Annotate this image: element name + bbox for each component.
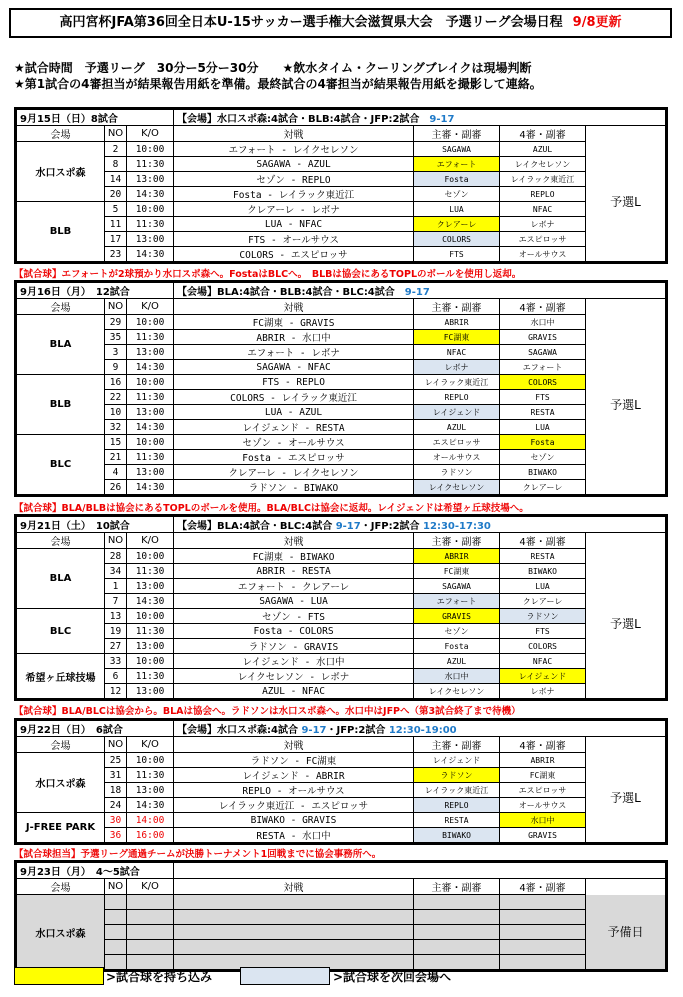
- kickoff: 11:30: [127, 768, 174, 783]
- fourth-ref-cell: Fosta: [500, 435, 586, 450]
- match-no: 14: [105, 172, 127, 187]
- kickoff: 14:30: [127, 187, 174, 202]
- match-cell: FTS - オールサウス: [174, 232, 414, 247]
- day-date: 9月23日（月） 4～5試合: [17, 863, 174, 879]
- fourth-ref-cell: BIWAKO: [500, 564, 586, 579]
- match-cell: LUA - NFAC: [174, 217, 414, 232]
- legend-blue-swatch: [240, 967, 330, 985]
- ball-note: 【試合球担当】予選リーグ通過チームが決勝トーナメント1回戦までに協会事務所へ。: [14, 849, 382, 860]
- kickoff: 10:00: [127, 609, 174, 624]
- title-text: 高円宮杯JFA第36回全日本U-15サッカー選手権大会滋賀県大会 予選リーグ会場日程: [59, 15, 563, 30]
- referee-cell: REPLO: [414, 798, 500, 813]
- match-no: 11: [105, 217, 127, 232]
- col-ref4: 4審・副審: [500, 299, 586, 315]
- kickoff: 11:30: [127, 390, 174, 405]
- day-date: 9月22日（日） 6試合: [17, 721, 174, 737]
- stage-cell: 予選L: [586, 549, 666, 699]
- kickoff: 13:00: [127, 172, 174, 187]
- referee-cell: AZUL: [414, 654, 500, 669]
- match-no: 35: [105, 330, 127, 345]
- referee-cell: レイラック東近江: [414, 783, 500, 798]
- match-cell: クレアーレ - レボナ: [174, 202, 414, 217]
- notes: [14, 60, 542, 92]
- fourth-ref-cell: クレアーレ: [500, 594, 586, 609]
- col-ko: K/O: [127, 299, 174, 315]
- ball-note: 【試合球】BLA/BLCは協会から。BLAは協会へ。ラドソンは水口スポ森へ。水口中はJFPへ（第3試合終了まで待機）: [14, 706, 521, 717]
- fourth-ref-cell: 水口中: [500, 315, 586, 330]
- table-row: [17, 217, 666, 232]
- col-ko: K/O: [127, 533, 174, 549]
- table-row: [17, 172, 666, 187]
- match-cell: レイジェンド - 水口中: [174, 654, 414, 669]
- fourth-ref-cell: レイラック東近江: [500, 172, 586, 187]
- table-row: [17, 202, 666, 217]
- referee-cell: REPLO: [414, 390, 500, 405]
- match-no: 8: [105, 157, 127, 172]
- venue-cell: BLB: [17, 202, 105, 262]
- day-venue-info: [174, 863, 666, 879]
- match-cell: レイクセレソン - レボナ: [174, 669, 414, 684]
- col-ref4: 4審・副審: [500, 879, 586, 895]
- kickoff: 11:30: [127, 157, 174, 172]
- match-cell: SAGAWA - LUA: [174, 594, 414, 609]
- legend-yellow-swatch: [14, 967, 104, 985]
- kickoff: 13:00: [127, 579, 174, 594]
- kickoff: 16:00: [127, 828, 174, 843]
- match-no: 34: [105, 564, 127, 579]
- match-no: 16: [105, 375, 127, 390]
- referee-cell: セゾン: [414, 187, 500, 202]
- referee-cell: エスピロッサ: [414, 435, 500, 450]
- match-cell: ABRIR - RESTA: [174, 564, 414, 579]
- col-venue: 会場: [17, 737, 105, 753]
- stage-cell: 予選L: [586, 315, 666, 495]
- match-cell: エフォート - レボナ: [174, 345, 414, 360]
- referee-cell: セゾン: [414, 624, 500, 639]
- table-row: [17, 420, 666, 435]
- match-cell: エフォート - クレアーレ: [174, 579, 414, 594]
- table-row: [17, 783, 666, 798]
- fourth-ref-cell: レボナ: [500, 684, 586, 699]
- match-no: 22: [105, 390, 127, 405]
- kickoff: 10:00: [127, 375, 174, 390]
- table-row: [17, 480, 666, 495]
- fourth-ref-cell: FTS: [500, 624, 586, 639]
- match-no: 31: [105, 768, 127, 783]
- col-venue: 会場: [17, 299, 105, 315]
- referee-cell: レイジェンド: [414, 405, 500, 420]
- col-venue: 会場: [17, 533, 105, 549]
- kickoff: 10:00: [127, 435, 174, 450]
- match-no: 25: [105, 753, 127, 768]
- day-section: [14, 514, 668, 701]
- fourth-ref-cell: クレアーレ: [500, 480, 586, 495]
- table-row: [17, 768, 666, 783]
- kickoff: 11:30: [127, 624, 174, 639]
- fourth-ref-cell: セゾン: [500, 450, 586, 465]
- match-cell: LUA - AZUL: [174, 405, 414, 420]
- venue-cell: 希望ヶ丘球技場: [17, 654, 105, 699]
- match-cell: ラドソン - FC湖東: [174, 753, 414, 768]
- referee-cell: FC湖東: [414, 330, 500, 345]
- fourth-ref-cell: エスピロッサ: [500, 783, 586, 798]
- table-row: [17, 639, 666, 654]
- fourth-ref-cell: エスピロッサ: [500, 232, 586, 247]
- table-row: [17, 345, 666, 360]
- col-ko: K/O: [127, 737, 174, 753]
- fourth-ref-cell: COLORS: [500, 375, 586, 390]
- referee-cell: Fosta: [414, 172, 500, 187]
- col-side: [586, 299, 666, 315]
- kickoff: 13:00: [127, 639, 174, 654]
- match-no: 27: [105, 639, 127, 654]
- fourth-ref-cell: AZUL: [500, 142, 586, 157]
- col-no: NO: [105, 533, 127, 549]
- match-cell: セゾン - REPLO: [174, 172, 414, 187]
- col-ko: K/O: [127, 126, 174, 142]
- ball-note: 【試合球】BLA/BLBは協会にあるTOPLのボールを使用。BLA/BLCは協会に返却。レイジェンドは希望ヶ丘球技場へ。: [14, 503, 529, 514]
- venue-cell: 水口スポ森: [17, 142, 105, 202]
- referee-cell: レイラック東近江: [414, 375, 500, 390]
- kickoff: 14:30: [127, 420, 174, 435]
- referee-cell: GRAVIS: [414, 609, 500, 624]
- day-section: [14, 107, 668, 264]
- match-cell: エフォート - レイクセレソン: [174, 142, 414, 157]
- match-no: 10: [105, 405, 127, 420]
- table-row: [17, 684, 666, 699]
- col-match: 対戦: [174, 126, 414, 142]
- table-row: [17, 187, 666, 202]
- match-no: 13: [105, 609, 127, 624]
- match-cell: BIWAKO - GRAVIS: [174, 813, 414, 828]
- match-no: 33: [105, 654, 127, 669]
- match-no: 5: [105, 202, 127, 217]
- referee-cell: ラドソン: [414, 768, 500, 783]
- referee-cell: AZUL: [414, 420, 500, 435]
- match-cell: RESTA - 水口中: [174, 828, 414, 843]
- kickoff: 10:00: [127, 315, 174, 330]
- match-cell: セゾン - オールサウス: [174, 435, 414, 450]
- match-cell: レイジェンド - RESTA: [174, 420, 414, 435]
- match-no: 12: [105, 684, 127, 699]
- col-no: NO: [105, 299, 127, 315]
- referee-cell: レイジェンド: [414, 753, 500, 768]
- referee-cell: レイクセレソン: [414, 480, 500, 495]
- kickoff: 11:30: [127, 450, 174, 465]
- table-row: [17, 654, 666, 669]
- venue-cell: J-FREE PARK: [17, 813, 105, 843]
- fourth-ref-cell: FC湖東: [500, 768, 586, 783]
- table-row: [17, 247, 666, 262]
- match-cell: SAGAWA - NFAC: [174, 360, 414, 375]
- table-row: [17, 390, 666, 405]
- kickoff: 11:30: [127, 330, 174, 345]
- match-cell: SAGAWA - AZUL: [174, 157, 414, 172]
- updated-label: 9/8更新: [572, 15, 622, 30]
- match-cell: FC湖東 - GRAVIS: [174, 315, 414, 330]
- match-no: 1: [105, 579, 127, 594]
- kickoff: 10:00: [127, 654, 174, 669]
- col-venue: 会場: [17, 879, 105, 895]
- kickoff: 13:00: [127, 345, 174, 360]
- col-ref1: 主審・副審: [414, 737, 500, 753]
- table-row: [17, 232, 666, 247]
- match-no: 24: [105, 798, 127, 813]
- col-ref4: 4審・副審: [500, 533, 586, 549]
- col-no: NO: [105, 126, 127, 142]
- col-ko: K/O: [127, 879, 174, 895]
- fourth-ref-cell: エフォート: [500, 360, 586, 375]
- day-venue-info: 【会場】BLA:4試合・BLC:4試合 9-17・JFP:2試合 12:30-17:30: [174, 517, 666, 533]
- col-side: [586, 879, 666, 895]
- kickoff: 13:00: [127, 684, 174, 699]
- match-cell: レイジェンド - ABRIR: [174, 768, 414, 783]
- referee-cell: レボナ: [414, 360, 500, 375]
- match-cell: セゾン - FTS: [174, 609, 414, 624]
- fourth-ref-cell: COLORS: [500, 639, 586, 654]
- fourth-ref-cell: FTS: [500, 390, 586, 405]
- venue-cell: BLA: [17, 549, 105, 609]
- table-row: [17, 405, 666, 420]
- col-side: [586, 126, 666, 142]
- table-row: [17, 624, 666, 639]
- day-date: 9月21日（土） 10試合: [17, 517, 174, 533]
- col-ref4: 4審・副審: [500, 737, 586, 753]
- fourth-ref-cell: LUA: [500, 579, 586, 594]
- referee-cell: オールサウス: [414, 450, 500, 465]
- match-cell: COLORS - レイラック東近江: [174, 390, 414, 405]
- col-ref4: 4審・副審: [500, 126, 586, 142]
- day-venue-info: 【会場】BLA:4試合・BLB:4試合・BLC:4試合 9-17: [174, 283, 666, 299]
- kickoff: 11:30: [127, 217, 174, 232]
- col-match: 対戦: [174, 299, 414, 315]
- referee-cell: COLORS: [414, 232, 500, 247]
- venue-cell: BLC: [17, 609, 105, 654]
- kickoff: 10:00: [127, 142, 174, 157]
- col-no: NO: [105, 879, 127, 895]
- note-line: ★試合時間 予選リーグ 30分ー5分ー30分 ★飲水タイム・クーリングブレイクは現場判断: [14, 61, 532, 75]
- venue-cell: 水口スポ森: [17, 753, 105, 813]
- referee-cell: Fosta: [414, 639, 500, 654]
- table-row: [17, 330, 666, 345]
- referee-cell: FTS: [414, 247, 500, 262]
- kickoff: 13:00: [127, 783, 174, 798]
- table-row: [17, 549, 666, 564]
- match-no: 7: [105, 594, 127, 609]
- kickoff: 11:30: [127, 669, 174, 684]
- venue-cell: BLB: [17, 375, 105, 435]
- ball-note: 【試合球】エフォートが2球預かり水口スポ森へ。FostaはBLCへ。 BLBは協会にあるTOPLのボールを使用し返却。: [14, 269, 522, 280]
- referee-cell: NFAC: [414, 345, 500, 360]
- stage-cell: 予選L: [586, 753, 666, 843]
- match-no: 20: [105, 187, 127, 202]
- referee-cell: クレアーレ: [414, 217, 500, 232]
- match-no: 19: [105, 624, 127, 639]
- note-line: ★第1試合の4審担当が結果報告用紙を準備。最終試合の4審担当が結果報告用紙を撮影して連絡。: [14, 77, 542, 91]
- match-cell: ラドソン - BIWAKO: [174, 480, 414, 495]
- kickoff: 11:30: [127, 564, 174, 579]
- referee-cell: SAGAWA: [414, 142, 500, 157]
- match-cell: Fosta - レイラック東近江: [174, 187, 414, 202]
- fourth-ref-cell: オールサウス: [500, 247, 586, 262]
- table-row: [17, 828, 666, 843]
- kickoff: 10:00: [127, 753, 174, 768]
- kickoff: 14:30: [127, 480, 174, 495]
- match-cell: クレアーレ - レイクセレソン: [174, 465, 414, 480]
- fourth-ref-cell: RESTA: [500, 405, 586, 420]
- match-no: 3: [105, 345, 127, 360]
- match-no: 23: [105, 247, 127, 262]
- legend-blue-label: >試合球を次回会場へ: [333, 970, 452, 984]
- fourth-ref-cell: 水口中: [500, 813, 586, 828]
- match-no: 32: [105, 420, 127, 435]
- referee-cell: レイクセレソン: [414, 684, 500, 699]
- col-venue: 会場: [17, 126, 105, 142]
- fourth-ref-cell: レイクセレソン: [500, 157, 586, 172]
- table-row: [17, 315, 666, 330]
- referee-cell: ABRIR: [414, 549, 500, 564]
- fourth-ref-cell: BIWAKO: [500, 465, 586, 480]
- kickoff: 13:00: [127, 465, 174, 480]
- day-date: 9月16日（月） 12試合: [17, 283, 174, 299]
- match-no: 36: [105, 828, 127, 843]
- match-no: 17: [105, 232, 127, 247]
- fourth-ref-cell: GRAVIS: [500, 330, 586, 345]
- match-no: 29: [105, 315, 127, 330]
- table-row: [17, 813, 666, 828]
- day-date: 9月15日（日）8試合: [17, 110, 174, 126]
- page-title: [9, 8, 672, 38]
- match-cell: FC湖東 - BIWAKO: [174, 549, 414, 564]
- fourth-ref-cell: オールサウス: [500, 798, 586, 813]
- match-cell: ラドソン - GRAVIS: [174, 639, 414, 654]
- day-section: [14, 280, 668, 497]
- col-side: [586, 737, 666, 753]
- col-match: 対戦: [174, 533, 414, 549]
- match-cell: ABRIR - 水口中: [174, 330, 414, 345]
- kickoff: 10:00: [127, 549, 174, 564]
- day-venue-info: 【会場】水口スポ森:4試合 9-17・JFP:2試合 12:30-19:00: [174, 721, 666, 737]
- referee-cell: ABRIR: [414, 315, 500, 330]
- fourth-ref-cell: SAGAWA: [500, 345, 586, 360]
- match-cell: Fosta - COLORS: [174, 624, 414, 639]
- kickoff: 14:30: [127, 247, 174, 262]
- day-section-reserve: [14, 860, 668, 972]
- table-row: [17, 375, 666, 390]
- referee-cell: エフォート: [414, 594, 500, 609]
- table-row: [17, 594, 666, 609]
- col-ref1: 主審・副審: [414, 533, 500, 549]
- match-no: 21: [105, 450, 127, 465]
- kickoff: 14:30: [127, 360, 174, 375]
- fourth-ref-cell: NFAC: [500, 202, 586, 217]
- referee-cell: SAGAWA: [414, 579, 500, 594]
- fourth-ref-cell: ABRIR: [500, 753, 586, 768]
- match-cell: Fosta - エスピロッサ: [174, 450, 414, 465]
- venue-cell: 水口スポ森: [17, 895, 105, 970]
- fourth-ref-cell: レイジェンド: [500, 669, 586, 684]
- col-no: NO: [105, 737, 127, 753]
- table-row: [17, 753, 666, 768]
- match-no: 2: [105, 142, 127, 157]
- col-match: 対戦: [174, 879, 414, 895]
- kickoff: 10:00: [127, 202, 174, 217]
- fourth-ref-cell: RESTA: [500, 549, 586, 564]
- legend-yellow-label: >試合球を持ち込み: [106, 970, 213, 984]
- table-row: [17, 142, 666, 157]
- match-no: 18: [105, 783, 127, 798]
- col-ref1: 主審・副審: [414, 299, 500, 315]
- stage-cell: 予選L: [586, 142, 666, 262]
- kickoff: 14:00: [127, 813, 174, 828]
- col-ref1: 主審・副審: [414, 126, 500, 142]
- table-row: [17, 435, 666, 450]
- fourth-ref-cell: ラドソン: [500, 609, 586, 624]
- match-cell: FTS - REPLO: [174, 375, 414, 390]
- match-no: 30: [105, 813, 127, 828]
- fourth-ref-cell: レボナ: [500, 217, 586, 232]
- fourth-ref-cell: REPLO: [500, 187, 586, 202]
- match-no: 15: [105, 435, 127, 450]
- match-no: 6: [105, 669, 127, 684]
- referee-cell: LUA: [414, 202, 500, 217]
- referee-cell: エフォート: [414, 157, 500, 172]
- kickoff: 14:30: [127, 798, 174, 813]
- table-row: [17, 798, 666, 813]
- col-ref1: 主審・副審: [414, 879, 500, 895]
- referee-cell: RESTA: [414, 813, 500, 828]
- match-no: 9: [105, 360, 127, 375]
- match-cell: レイラック東近江 - エスピロッサ: [174, 798, 414, 813]
- col-match: 対戦: [174, 737, 414, 753]
- venue-cell: BLA: [17, 315, 105, 375]
- referee-cell: BIWAKO: [414, 828, 500, 843]
- day-venue-info: 【会場】水口スポ森:4試合・BLB:4試合・JFP:2試合 9-17: [174, 110, 666, 126]
- venue-cell: BLC: [17, 435, 105, 495]
- kickoff: 13:00: [127, 405, 174, 420]
- referee-cell: ラドソン: [414, 465, 500, 480]
- table-row: [17, 564, 666, 579]
- kickoff: 13:00: [127, 232, 174, 247]
- table-row: [17, 579, 666, 594]
- referee-cell: 水口中: [414, 669, 500, 684]
- col-side: [586, 533, 666, 549]
- table-row: [17, 157, 666, 172]
- referee-cell: FC湖東: [414, 564, 500, 579]
- match-no: 4: [105, 465, 127, 480]
- match-no: 26: [105, 480, 127, 495]
- table-row: [17, 360, 666, 375]
- match-cell: REPLO - オールサウス: [174, 783, 414, 798]
- table-row: [17, 609, 666, 624]
- day-section: [14, 718, 668, 845]
- kickoff: 14:30: [127, 594, 174, 609]
- match-no: 28: [105, 549, 127, 564]
- table-row: [17, 465, 666, 480]
- table-row: [17, 450, 666, 465]
- stage-cell: 予備日: [586, 895, 666, 970]
- match-cell: COLORS - エスピロッサ: [174, 247, 414, 262]
- fourth-ref-cell: LUA: [500, 420, 586, 435]
- fourth-ref-cell: NFAC: [500, 654, 586, 669]
- table-row: [17, 669, 666, 684]
- match-cell: AZUL - NFAC: [174, 684, 414, 699]
- fourth-ref-cell: GRAVIS: [500, 828, 586, 843]
